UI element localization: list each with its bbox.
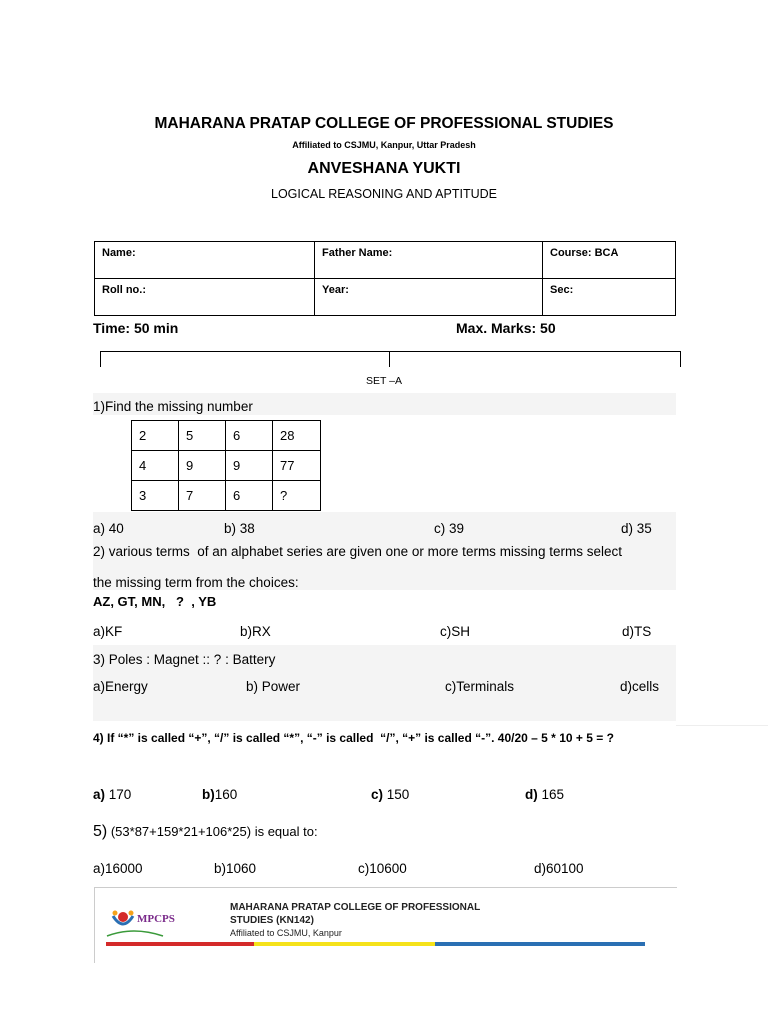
- footer-bar-blue: [435, 942, 645, 946]
- grid-cell: 6: [226, 421, 273, 451]
- q4-option-a-letter: a): [93, 787, 106, 802]
- grid-cell: 28: [273, 421, 321, 451]
- max-marks: Max. Marks: 50: [456, 320, 556, 336]
- q4-option-a: [93, 787, 131, 802]
- q4-option-c: [371, 787, 409, 802]
- q5-number: 5): [93, 823, 108, 840]
- q5-option-b: b)1060: [214, 861, 257, 876]
- divider-tick: [680, 351, 681, 367]
- divider-tick: [100, 351, 101, 367]
- student-info-table: [94, 241, 676, 316]
- q1-option-b: b) 38: [224, 521, 255, 536]
- father-name-cell: Father Name:: [315, 242, 543, 279]
- q2-option-a: a)KF: [93, 624, 123, 639]
- q5-option-a: a)16000: [93, 861, 143, 876]
- grid-cell: 9: [226, 451, 273, 481]
- logo-text: MPCPS: [137, 913, 175, 925]
- q1-number-grid: [131, 420, 321, 511]
- time-limit: Time: 50 min: [93, 320, 179, 336]
- q4-option-c-letter: c): [371, 787, 384, 802]
- grid-cell: 9: [179, 451, 226, 481]
- q2-series: AZ, GT, MN, ? , YB: [93, 594, 217, 609]
- q5-text: [93, 823, 318, 841]
- q4-option-a-value: 170: [105, 787, 132, 802]
- q2-option-c: c)SH: [440, 624, 470, 639]
- footer-college-line1: MAHARANA PRATAP COLLEGE OF PROFESSIONAL: [230, 902, 481, 913]
- q3-option-d: d)cells: [620, 679, 660, 694]
- year-cell: Year:: [315, 279, 543, 316]
- divider-line: [100, 351, 681, 352]
- q5-option-d: d)60100: [534, 861, 584, 876]
- footer-bar-red: [106, 942, 254, 946]
- grid-cell: 2: [132, 421, 179, 451]
- q4-option-d-value: 165: [537, 787, 565, 802]
- q4-option-d-letter: d): [525, 787, 538, 802]
- roll-no-cell: Roll no.:: [95, 279, 315, 316]
- grid-cell: 6: [226, 481, 273, 511]
- q4-option-b-value: 160: [214, 787, 238, 802]
- info-row: [95, 279, 676, 316]
- footer-college-line2: STUDIES (KN142): [230, 915, 314, 926]
- section-cell: Sec:: [543, 279, 676, 316]
- q1-option-a: a) 40: [93, 521, 124, 536]
- grid-cell: 7: [179, 481, 226, 511]
- q4-option-c-value: 150: [383, 787, 410, 802]
- subject-title: LOGICAL REASONING AND APTITUDE: [271, 187, 497, 201]
- name-cell: Name:: [95, 242, 315, 279]
- grid-row: [132, 421, 321, 451]
- q2-text-line2: the missing term from the choices:: [93, 575, 299, 590]
- q3-text: 3) Poles : Magnet :: ? : Battery: [93, 652, 276, 667]
- grid-cell: 3: [132, 481, 179, 511]
- q2-option-b: b)RX: [240, 624, 271, 639]
- q1-option-d: d) 35: [621, 521, 652, 536]
- event-name: ANVESHANA YUKTI: [307, 160, 461, 177]
- footer-affiliation: Affiliated to CSJMU, Kanpur: [230, 928, 342, 938]
- grid-cell: ?: [273, 481, 321, 511]
- info-row: [95, 242, 676, 279]
- q4-text: 4) If “*” is called “+”, “/” is called “*”, “-” is called “/”, “+” is called “-”. 40/20 – 5 * 10 + 5 = ?: [93, 731, 614, 745]
- q4-option-d: [525, 787, 564, 802]
- grid-cell: 5: [179, 421, 226, 451]
- grid-cell: 4: [132, 451, 179, 481]
- set-label: SET –A: [366, 375, 402, 387]
- q1-text: 1)Find the missing number: [93, 399, 253, 414]
- q3-option-a: a)Energy: [93, 679, 148, 694]
- divider-tick: [389, 351, 390, 367]
- grid-row: [132, 451, 321, 481]
- q3-option-c: c)Terminals: [445, 679, 515, 694]
- q2-option-d: d)TS: [622, 624, 652, 639]
- q2-text-line1: 2) various terms of an alphabet series are given one or more terms missing terms select: [93, 544, 622, 559]
- grid-cell: 77: [273, 451, 321, 481]
- affiliation-text: Affiliated to CSJMU, Kanpur, Uttar Pradesh: [292, 140, 476, 150]
- q4-rule: [676, 725, 768, 726]
- q4-option-b: [202, 787, 237, 802]
- q3-option-b: b) Power: [246, 679, 301, 694]
- grid-row: [132, 481, 321, 511]
- footer-bar-yellow: [254, 942, 435, 946]
- q1-option-c: c) 39: [434, 521, 465, 536]
- course-cell: Course: BCA: [543, 242, 676, 279]
- q5-option-c: c)10600: [358, 861, 407, 876]
- q5-question: (53*87+159*21+106*25) is equal to:: [107, 824, 318, 839]
- q4-option-b-letter: b): [202, 787, 215, 802]
- college-name: MAHARANA PRATAP COLLEGE OF PROFESSIONAL STUDIES: [154, 115, 614, 132]
